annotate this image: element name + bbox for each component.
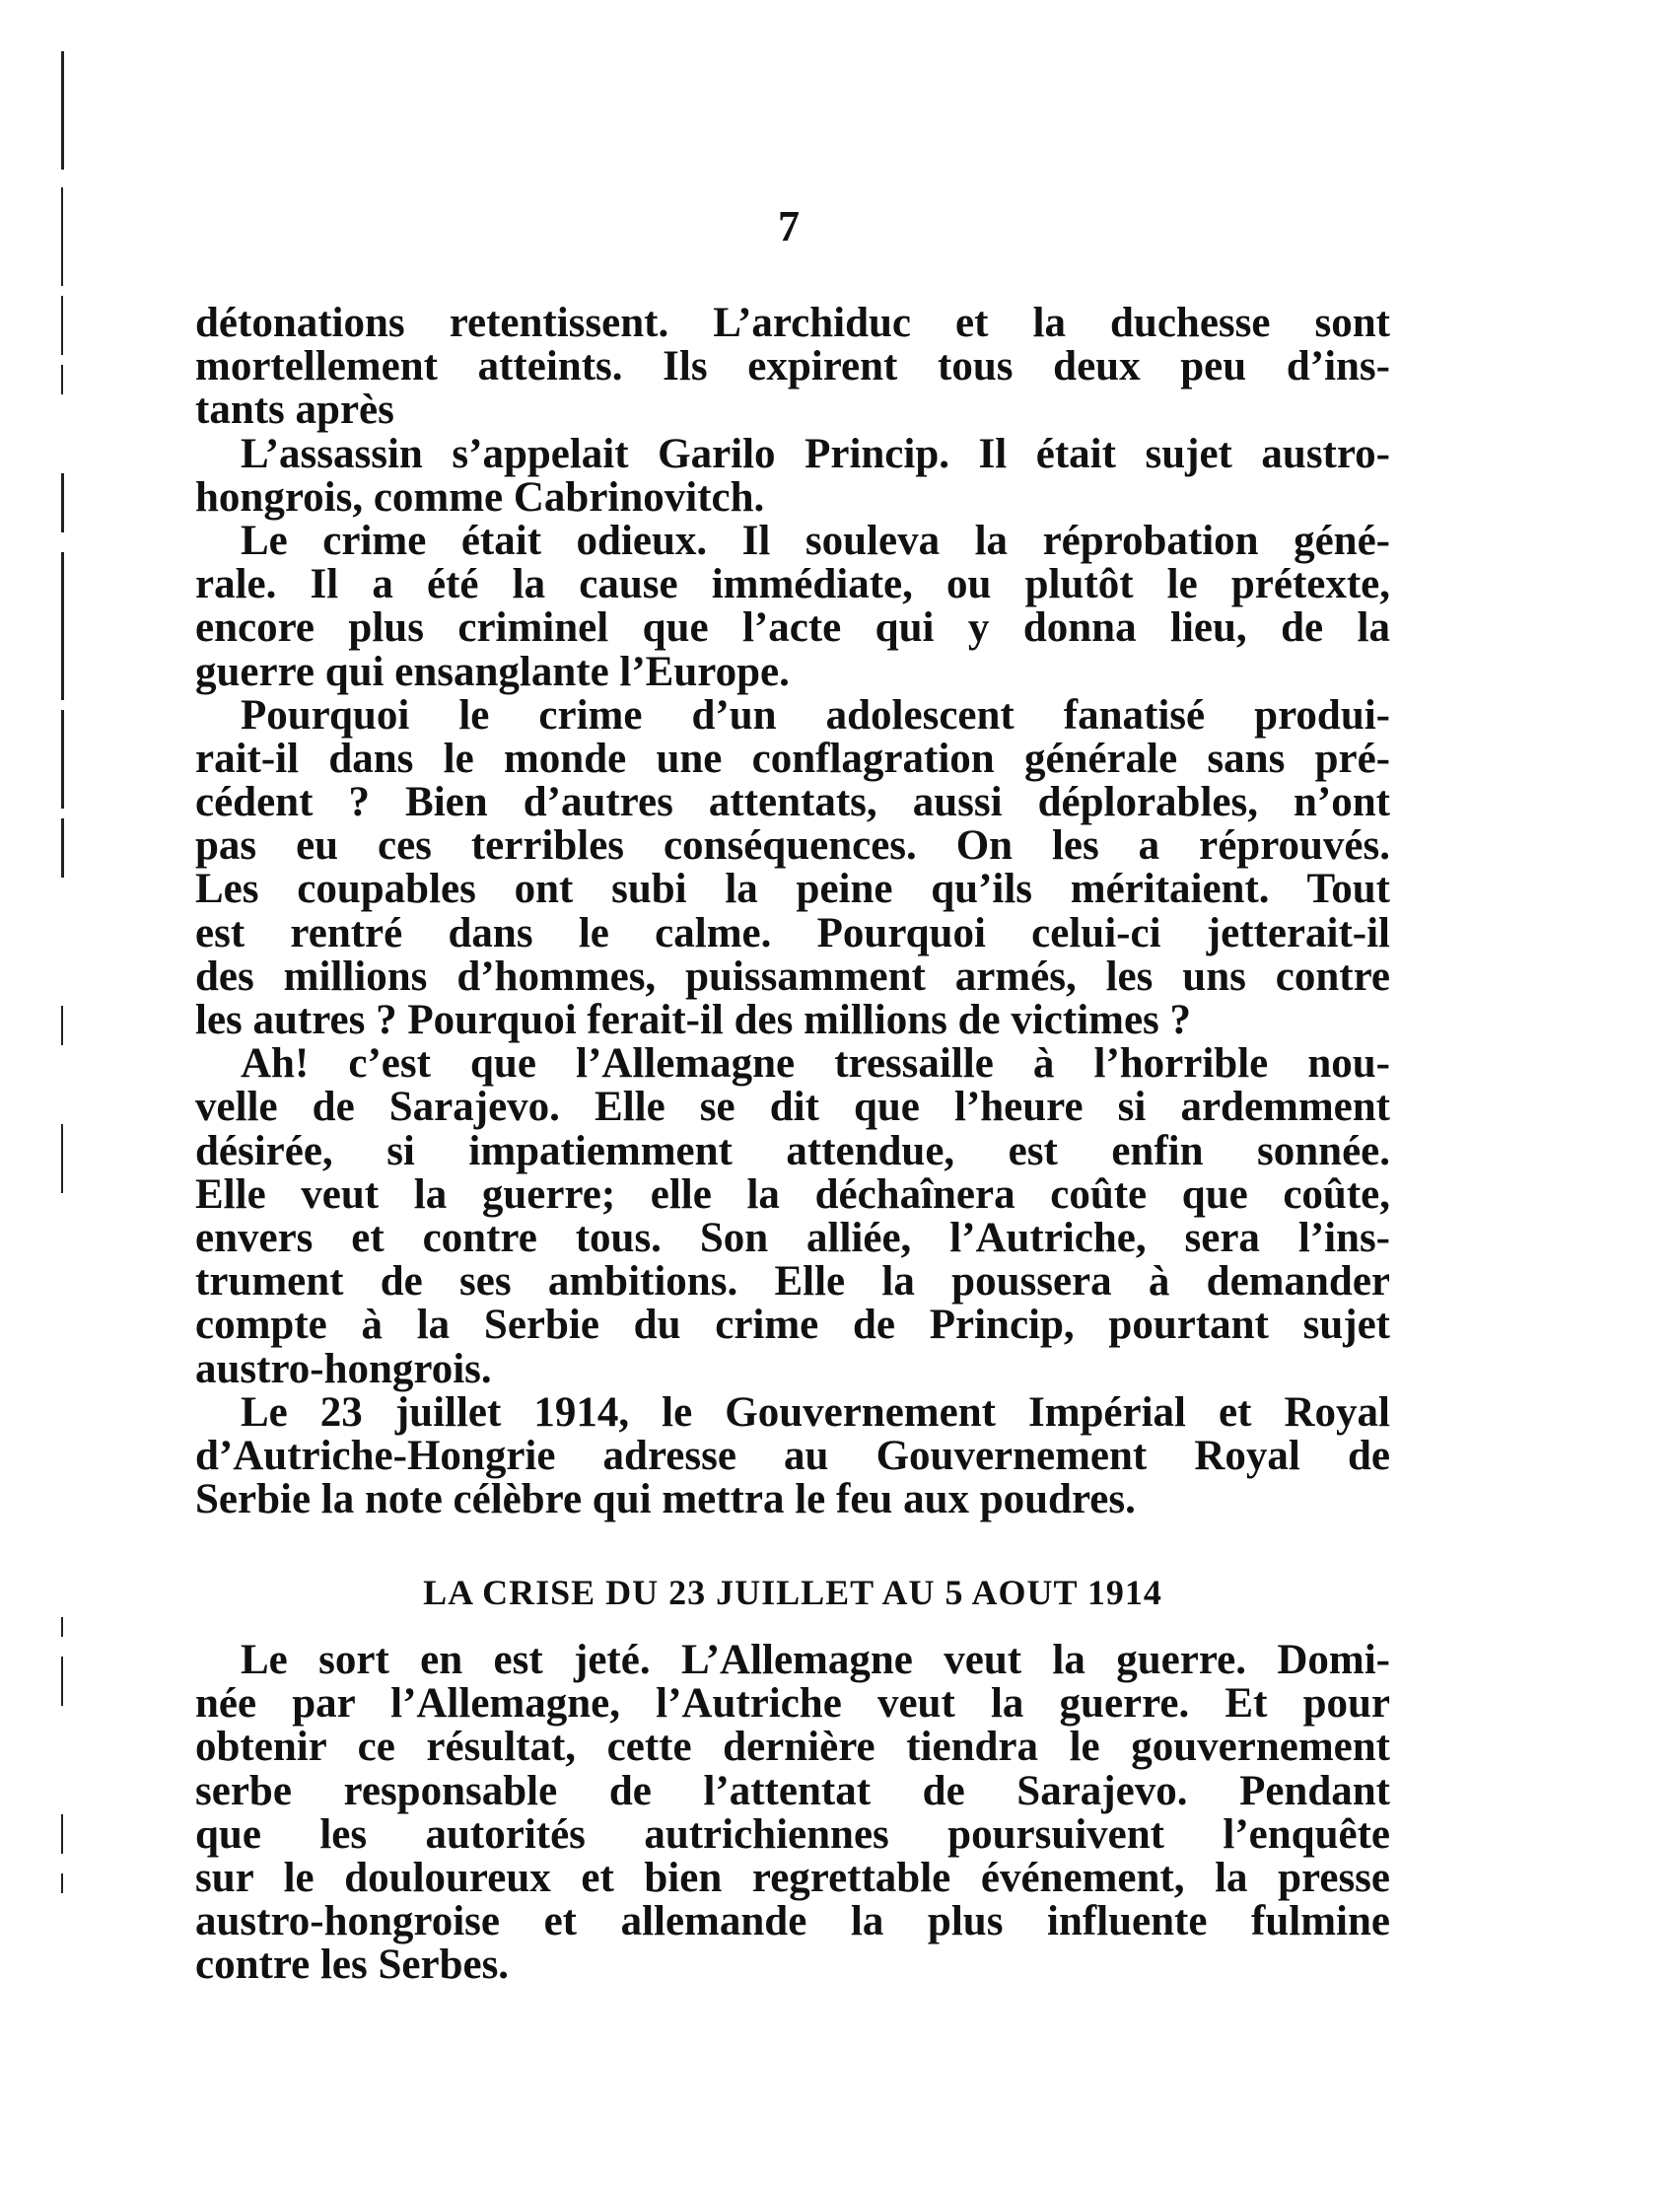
margin-mark xyxy=(61,365,63,394)
text-line: tants après xyxy=(195,387,394,434)
section-heading: LA CRISE DU 23 JUILLET AU 5 AOUT 1914 xyxy=(423,1573,1162,1612)
text-line: velle de Sarajevo. Elle se dit que l’heure si ardemment xyxy=(195,1084,1390,1131)
text-line: mortellement atteints. Ils expirent tous deux peu d’ins- xyxy=(195,343,1390,390)
text-line: L’assassin s’appelait Garilo Princip. Il était sujet austro- xyxy=(241,430,1390,477)
text-line: cédent ? Bien d’autres attentats, aussi déplorables, n’ont xyxy=(195,779,1390,826)
text-line: austro-hongrois. xyxy=(195,1345,492,1392)
text-line: Le 23 juillet 1914, le Gouvernement Impérial et Royal xyxy=(241,1388,1390,1436)
text-line: obtenir ce résultat, cette dernière tiendra le gouvernement xyxy=(195,1724,1390,1771)
margin-scan-marks xyxy=(61,0,71,2189)
text-line: Les coupables ont subi la peine qu’ils méritaient. Tout xyxy=(195,866,1390,913)
text-line: contre les Serbes. xyxy=(195,1942,510,1989)
text-line: encore plus criminel que l’acte qui y donna lieu, de la xyxy=(195,604,1390,652)
margin-mark xyxy=(61,296,63,355)
text-line: rait-il dans le monde une conflagration générale sans pré- xyxy=(195,735,1390,782)
text-line: née par l’Allemagne, l’Autriche veut la guerre. Et pour xyxy=(195,1680,1390,1728)
text-line: envers et contre tous. Son alliée, l’Autriche, sera l’ins- xyxy=(195,1214,1390,1261)
margin-mark xyxy=(61,473,64,532)
text-line: d’Autriche-Hongrie adresse au Gouvernement Royal de xyxy=(195,1432,1390,1479)
text-line: serbe responsable de l’attentat de Sarajevo. Pendant xyxy=(195,1767,1390,1814)
text-line: Elle veut la guerre; elle la déchaînera coûte que coûte, xyxy=(195,1170,1390,1218)
margin-mark xyxy=(61,1617,63,1637)
margin-mark xyxy=(61,1814,63,1854)
text-line: Ah! c’est que l’Allemagne tressaille à l’horrible nou- xyxy=(241,1040,1390,1088)
margin-mark xyxy=(61,710,64,809)
margin-mark xyxy=(61,818,64,878)
text-line: compte à la Serbie du crime de Princip, pourtant sujet xyxy=(195,1302,1390,1349)
text-line: est rentré dans le calme. Pourquoi celui-ci jetterait-il xyxy=(195,909,1390,956)
text-line: détonations retentissent. L’archiduc et la duchesse sont xyxy=(195,300,1390,346)
text-line: que les autorités autrichiennes poursuivent l’enquête xyxy=(195,1810,1390,1858)
text-line: désirée, si impatiemment attendue, est enfin sonnée. xyxy=(195,1127,1390,1174)
body-text-top xyxy=(195,302,1390,1521)
text-line: les autres ? Pourquoi ferait-il des millions de victimes ? xyxy=(195,997,1192,1043)
page-number: 7 xyxy=(778,202,800,250)
text-line: sur le douloureux et bien regrettable événement, la presse xyxy=(195,1854,1390,1901)
margin-mark xyxy=(61,1657,63,1706)
text-line: pas eu ces terribles conséquences. On les a réprouvés. xyxy=(195,822,1390,870)
text-line: Serbie la note célèbre qui mettra le feu aux poudres. xyxy=(195,1476,1136,1523)
body-text-bottom xyxy=(195,1639,1390,1988)
text-line: hongrois, comme Cabrinovitch. xyxy=(195,473,765,521)
text-line: austro-hongroise et allemande la plus influente fulmine xyxy=(195,1898,1390,1945)
margin-mark xyxy=(61,552,64,700)
margin-mark xyxy=(61,1124,63,1154)
margin-mark xyxy=(61,1154,63,1193)
margin-mark xyxy=(61,1006,63,1045)
text-line: Le sort en est jeté. L’Allemagne veut la guerre. Domi- xyxy=(241,1637,1390,1683)
margin-mark xyxy=(61,51,64,170)
text-line: guerre qui ensanglante l’Europe. xyxy=(195,648,790,695)
text-line: trument de ses ambitions. Elle la poussera à demander xyxy=(195,1258,1390,1306)
margin-mark xyxy=(61,1873,63,1893)
text-line: Le crime était odieux. Il souleva la réprobation géné- xyxy=(241,517,1390,564)
text-line: Pourquoi le crime d’un adolescent fanatisé produi- xyxy=(241,691,1390,739)
text-line: des millions d’hommes, puissamment armés, les uns contre xyxy=(195,953,1390,1000)
text-line: rale. Il a été la cause immédiate, ou plutôt le prétexte, xyxy=(195,561,1390,608)
